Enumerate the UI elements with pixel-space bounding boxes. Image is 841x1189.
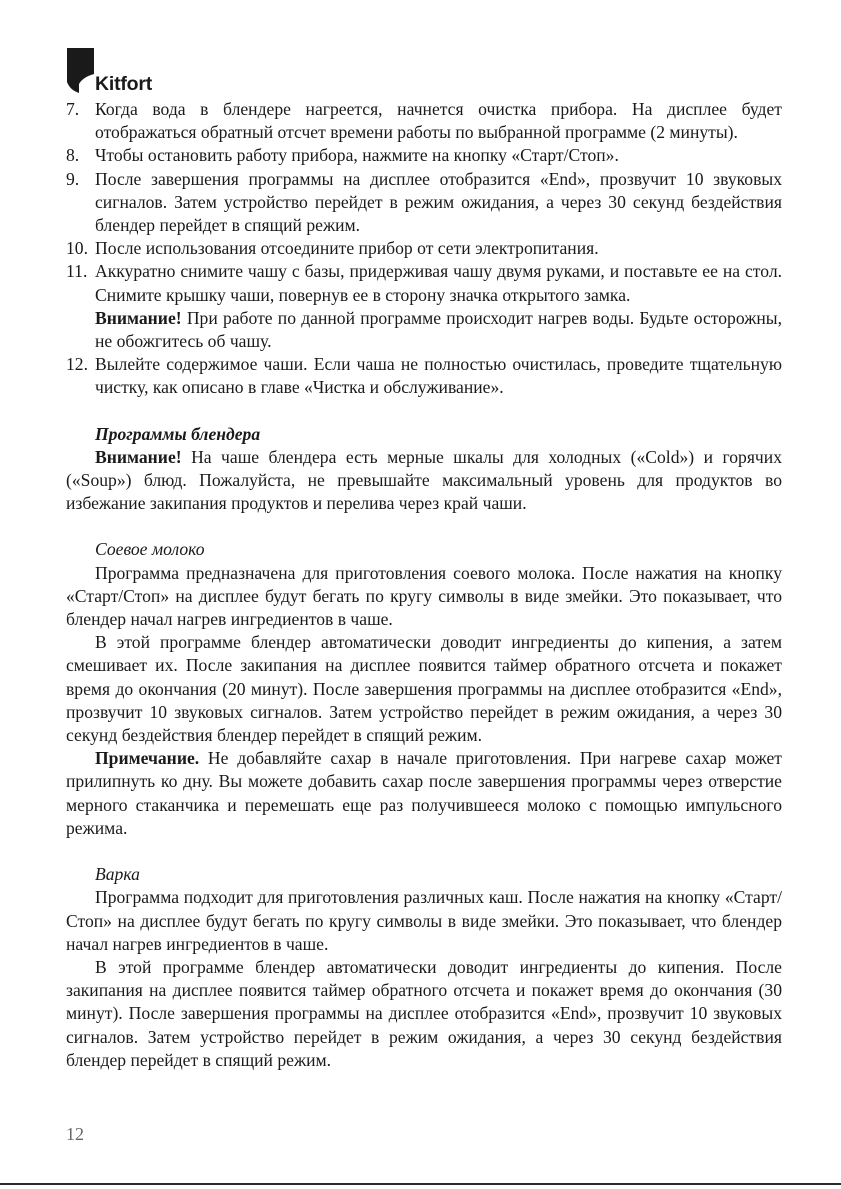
- programs-warning-paragraph: [66, 446, 782, 516]
- warning-text: При работе по данной программе происходит нагрев воды. Будьте осторожны, не обожгитесь об чашу.: [95, 307, 782, 352]
- list-item: [66, 237, 782, 260]
- list-item-number: 9.: [66, 168, 80, 189]
- list-item-text: Когда вода в блендере нагреется, начнется очистка прибора. На дисплее будет отображаться обратный отсчет времени работы по выбранной программе (2 минуты).: [95, 99, 782, 143]
- warning-label: Внимание!: [95, 446, 182, 467]
- subsection-heading-soy-milk: Соевое молоко: [95, 539, 205, 560]
- subsection-heading-porridge: Варка: [95, 864, 140, 885]
- kitfort-flag-logo-icon: [66, 46, 96, 94]
- instruction-list: [66, 98, 782, 400]
- soy-milk-note: [66, 747, 782, 840]
- list-item-text: Чтобы остановить работу прибора, нажмите на кнопку «Старт/Стоп».: [95, 145, 619, 166]
- list-item-text: Вылейте содержимое чаши. Если чаша не полностью очистилась, проведите тщательную чистку, как описано в главе «Чистка и обслуживание».: [95, 354, 782, 398]
- list-item-number: 10.: [66, 238, 88, 259]
- list-item: [66, 260, 782, 353]
- list-item-number: 12.: [66, 354, 88, 375]
- page-number: 12: [66, 1124, 84, 1144]
- note-label: Примечание.: [95, 748, 200, 769]
- list-item: [66, 144, 782, 167]
- warning-label: Внимание!: [95, 307, 182, 328]
- page-content: [66, 98, 782, 1072]
- list-item: [66, 353, 782, 399]
- warning-paragraph: [95, 307, 782, 353]
- warning-text: На чаше блендера есть мерные шкалы для холодных («Cold») и горячих («Soup») блюд. Пожалуйста, не превышайте максимальный уровень для продуктов во избежание закипания продуктов и перелива через край чаши.: [66, 446, 782, 514]
- brand-name: Kitfort: [95, 73, 153, 95]
- list-item-text: После использования отсоедините прибор от сети электропитания.: [95, 238, 599, 259]
- kitfort-logo: [66, 46, 186, 96]
- soy-milk-paragraph-2: В этой программе блендер автоматически доводит ингредиенты до кипения, а затем смешивает их. После закипания на дисплее появится таймер обратного отсчета и покажет время до окончания (20 минут). После завершения программы на дисплее отобразится «End», прозвучит 10 звуковых сигналов. Затем устройство перейдет в режим ожидания, а через 30 секунд бездействия блендер перейдет в спящий режим.: [66, 632, 782, 746]
- list-item-text: Аккуратно снимите чашу с базы, придерживая чашу двумя руками, и поставьте ее на стол. Снимите крышку чаши, повернув ее в сторону значка открытого замка.: [95, 261, 782, 305]
- porridge-paragraph-1: Программа подходит для приготовления различных каш. После нажатия на кнопку «Старт/Стоп» на дисплее будут бегать по кругу символы в виде змейки. Это показывает, что блендер начал нагрев ингредиентов в чаше.: [66, 887, 782, 954]
- list-item-number: 8.: [66, 145, 80, 166]
- section-heading-programs: Программы блендера: [95, 423, 261, 444]
- soy-milk-paragraph-1: Программа предназначена для приготовления соевого молока. После нажатия на кнопку «Старт/Стоп» на дисплее будут бегать по кругу символы в виде змейки. Это показывает, что блендер начал нагрев ингредиентов в чаше.: [66, 562, 782, 630]
- list-item-number: 7.: [66, 99, 80, 119]
- note-text: Не добавляйте сахар в начале приготовления. При нагреве сахар может прилипнуть ко дну. Вы можете добавить сахар после завершения программы через отверстие мерного стаканчика и перемешать еще раз получившееся молоко с помощью импульсного режима.: [66, 748, 782, 838]
- list-item: [66, 168, 782, 238]
- list-item-number: 11.: [66, 261, 88, 282]
- list-item-text: После завершения программы на дисплее отобразится «End», прозвучит 10 звуковых сигналов. Затем устройство перейдет в режим ожидания, а через 30 секунд бездействия блендер перейдет в спящий режим.: [95, 168, 782, 236]
- bottom-divider: [0, 1183, 841, 1185]
- list-item: [66, 98, 782, 144]
- porridge-paragraph-2: В этой программе блендер автоматически доводит ингредиенты до кипения. После закипания на дисплее появится таймер обратного отсчета и покажет время до окончания (30 минут). После завершения программы на дисплее отобразится «End», прозвучит 10 звуковых сигналов. Затем устройство перейдет в режим ожидания, а через 30 секунд бездействия блендер перейдет в спящий режим.: [66, 956, 782, 1070]
